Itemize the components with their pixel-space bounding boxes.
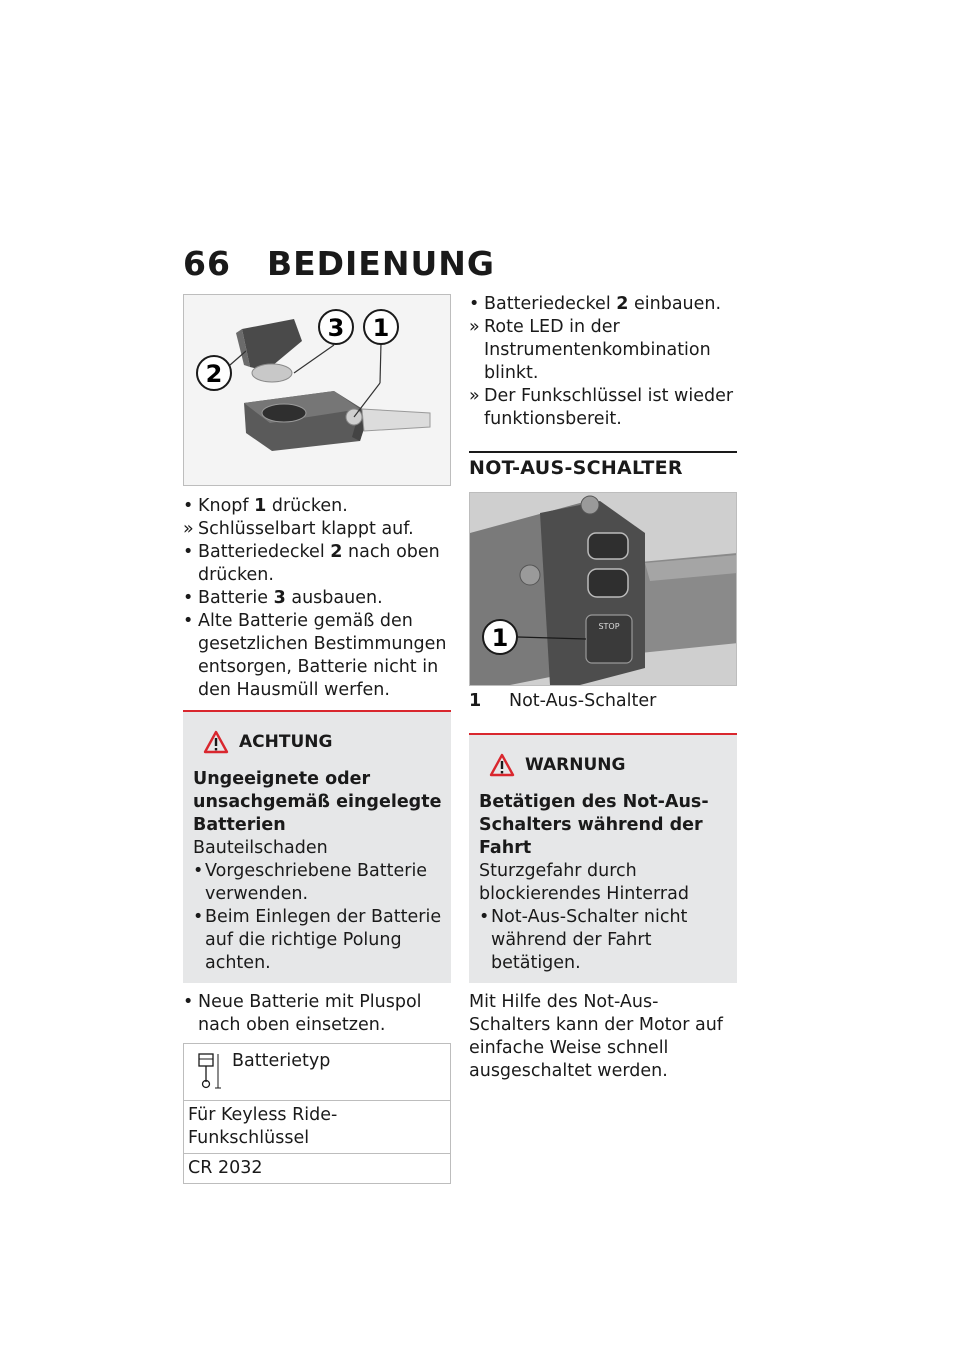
caution-box (183, 710, 451, 983)
figure-legend (469, 690, 737, 713)
callout-1: 1 (372, 314, 390, 342)
left-column (183, 294, 451, 1184)
battery-steps-list (183, 495, 451, 702)
warning-subtitle: Betätigen des Not-Aus-Schalters während der Fahrt (479, 792, 709, 858)
warning-triangle-icon (203, 730, 229, 754)
warning-triangle-icon (489, 753, 515, 777)
spec-title-row (184, 1044, 450, 1100)
reassembly-steps-list (469, 293, 737, 431)
right-column (469, 293, 737, 1083)
spec-title: Batterietyp (232, 1051, 331, 1071)
spec-row: Für Keyless Ride-Funkschlüssel (184, 1100, 450, 1153)
callout-1: 1 (491, 624, 509, 652)
list-item: » Schlüsselbart klappt auf. (183, 519, 414, 539)
list-item: » Rote LED in der Instrumentenkombination blinkt. (469, 317, 711, 383)
list-item: • Vorgeschriebene Batterie verwenden. (193, 861, 428, 904)
caution-heading (193, 730, 447, 754)
list-item: • Batteriedeckel 2 einbauen. (469, 294, 722, 314)
battery-spec-table (183, 1043, 451, 1184)
battery-dimension-icon (196, 1050, 222, 1090)
warning-items (479, 906, 733, 975)
callout-3: 3 (327, 314, 345, 342)
list-item: • Knopf 1 drücken. (183, 496, 348, 516)
stop-label: STOP (598, 622, 620, 631)
handlebar-switch-figure (469, 492, 737, 686)
caution-items (193, 860, 447, 975)
caution-subtitle: Ungeeignete oder unsachgemäß eingelegte Batterien (193, 769, 442, 835)
handlebar-switch-illustration (470, 493, 737, 685)
list-item: • Neue Batterie mit Pluspol nach oben einsetzen. (183, 992, 422, 1035)
page-number: 66 (183, 244, 231, 283)
key-battery-illustration (184, 295, 451, 485)
list-item: • Not-Aus-Schalter nicht während der Fahrt betätigen. (479, 907, 688, 973)
list-item: • Batteriedeckel 2 nach oben drücken. (183, 542, 440, 585)
list-item: • Beim Einlegen der Batterie auf die richtige Polung achten. (193, 907, 442, 973)
body-paragraph: Mit Hilfe des Not-Aus-Schalters kann der Motor auf einfache Weise schnell ausgeschaltet werden. (469, 992, 723, 1081)
page-header (183, 244, 495, 283)
warning-effect: Sturzgefahr durch blockierendes Hinterrad (479, 861, 689, 904)
page-title: BEDIENUNG (266, 244, 495, 283)
legend-number: 1 (469, 691, 482, 711)
spec-row: CR 2032 (184, 1153, 450, 1183)
insert-step-list (183, 991, 451, 1037)
warning-label: WARNUNG (525, 754, 626, 775)
list-item: • Alte Batterie gemäß den gesetzlichen Bestimmungen entsorgen, Batterie nicht in den Hausmüll werfen. (183, 611, 447, 700)
caution-label: ACHTUNG (239, 731, 333, 752)
section-title: NOT-AUS-SCHALTER (469, 451, 737, 480)
list-item: » Der Funkschlüssel ist wieder funktionsbereit. (469, 386, 734, 429)
list-item: • Batterie 3 ausbauen. (183, 588, 383, 608)
warning-heading (479, 753, 733, 777)
legend-label: Not-Aus-Schalter (509, 691, 657, 711)
caution-effect: Bauteilschaden (193, 838, 328, 858)
warning-box (469, 733, 737, 983)
key-battery-figure (183, 294, 451, 486)
callout-2: 2 (205, 360, 223, 388)
